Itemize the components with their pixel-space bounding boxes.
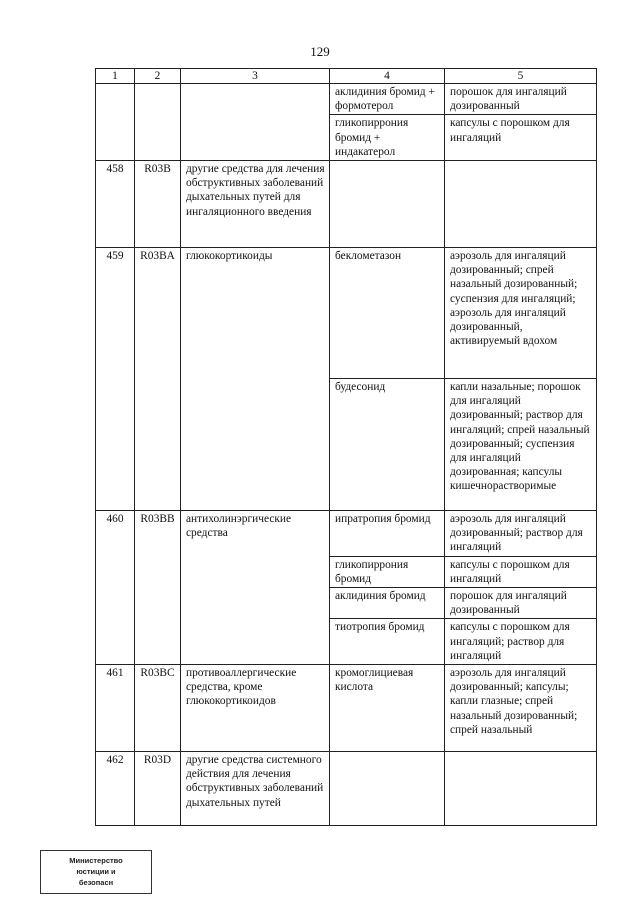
drug-name-cell: будесонид — [330, 379, 445, 511]
dosage-form-cell: аэрозоль для ингаляций дозированный; спрей назальный дозированный; суспензия для ингаляций; аэрозоль для ингаляций дозированный, активируемый вдохом — [445, 248, 597, 379]
ministry-stamp — [40, 850, 152, 894]
header-col-3: 3 — [181, 69, 330, 84]
dosage-form-cell: капсулы с порошком для ингаляций; раствор для ингаляций — [445, 619, 597, 665]
stamp-line: безопасн — [78, 878, 114, 887]
row-number-cell: 459 — [96, 248, 135, 511]
group-name-cell — [181, 84, 330, 161]
dosage-form-cell: капсулы с порошком для ингаляций — [445, 115, 597, 161]
dosage-form-cell — [445, 752, 597, 826]
table-row — [96, 248, 597, 379]
dosage-form-cell: порошок для ингаляций дозированный — [445, 84, 597, 115]
stamp-line: Министерство — [69, 856, 123, 865]
header-col-5: 5 — [445, 69, 597, 84]
atc-code-cell: R03BA — [135, 248, 181, 511]
drug-name-cell: гликопиррония бромид + индакатерол — [330, 115, 445, 161]
group-name-cell: противоаллергические средства, кроме глюкокортикоидов — [181, 665, 330, 752]
table-row — [96, 752, 597, 826]
table-row — [96, 665, 597, 752]
dosage-form-cell: аэрозоль для ингаляций дозированный; капсулы; капли глазные; спрей назальный дозированный; спрей назальный — [445, 665, 597, 752]
dosage-form-cell — [445, 161, 597, 248]
dosage-form-cell: капсулы с порошком для ингаляций — [445, 556, 597, 587]
drug-name-cell: аклидиния бромид + формотерол — [330, 84, 445, 115]
drug-name-cell: тиотропия бромид — [330, 619, 445, 665]
header-col-4: 4 — [330, 69, 445, 84]
row-number-cell: 461 — [96, 665, 135, 752]
row-number-cell: 460 — [96, 511, 135, 665]
drug-name-cell — [330, 752, 445, 826]
row-number-cell: 462 — [96, 752, 135, 826]
row-number-cell: 458 — [96, 161, 135, 248]
atc-code-cell — [135, 84, 181, 161]
atc-code-cell: R03BC — [135, 665, 181, 752]
drug-name-cell: аклидиния бромид — [330, 588, 445, 619]
group-name-cell: другие средства для лечения обструктивных заболеваний дыхательных путей для ингаляционного введения — [181, 161, 330, 248]
group-name-cell: другие средства системного действия для лечения обструктивных заболеваний дыхательных путей — [181, 752, 330, 826]
dosage-form-cell: капли назальные; порошок для ингаляций дозированный; раствор для ингаляций; спрей назальный дозированный; суспензия для ингаляций дозированная; капсулы кишечнорастворимые — [445, 379, 597, 511]
table-row — [96, 511, 597, 557]
drug-name-cell: гликопиррония бромид — [330, 556, 445, 587]
table-header-row — [96, 69, 597, 84]
stamp-line: юстиции и — [76, 867, 116, 876]
dosage-form-cell: аэрозоль для ингаляций дозированный; раствор для ингаляций — [445, 511, 597, 557]
header-col-2: 2 — [135, 69, 181, 84]
page-number: 129 — [310, 44, 330, 59]
drug-table — [95, 68, 597, 826]
drug-name-cell: кромоглициевая кислота — [330, 665, 445, 752]
group-name-cell: глюкокортикоиды — [181, 248, 330, 511]
drug-name-cell: беклометазон — [330, 248, 445, 379]
atc-code-cell: R03BB — [135, 511, 181, 665]
table-row — [96, 84, 597, 115]
drug-name-cell: ипратропия бромид — [330, 511, 445, 557]
row-number-cell — [96, 84, 135, 161]
group-name-cell: антихолинэргические средства — [181, 511, 330, 665]
header-col-1: 1 — [96, 69, 135, 84]
table-row — [96, 161, 597, 248]
dosage-form-cell: порошок для ингаляций дозированный — [445, 588, 597, 619]
atc-code-cell: R03D — [135, 752, 181, 826]
drug-name-cell — [330, 161, 445, 248]
atc-code-cell: R03B — [135, 161, 181, 248]
